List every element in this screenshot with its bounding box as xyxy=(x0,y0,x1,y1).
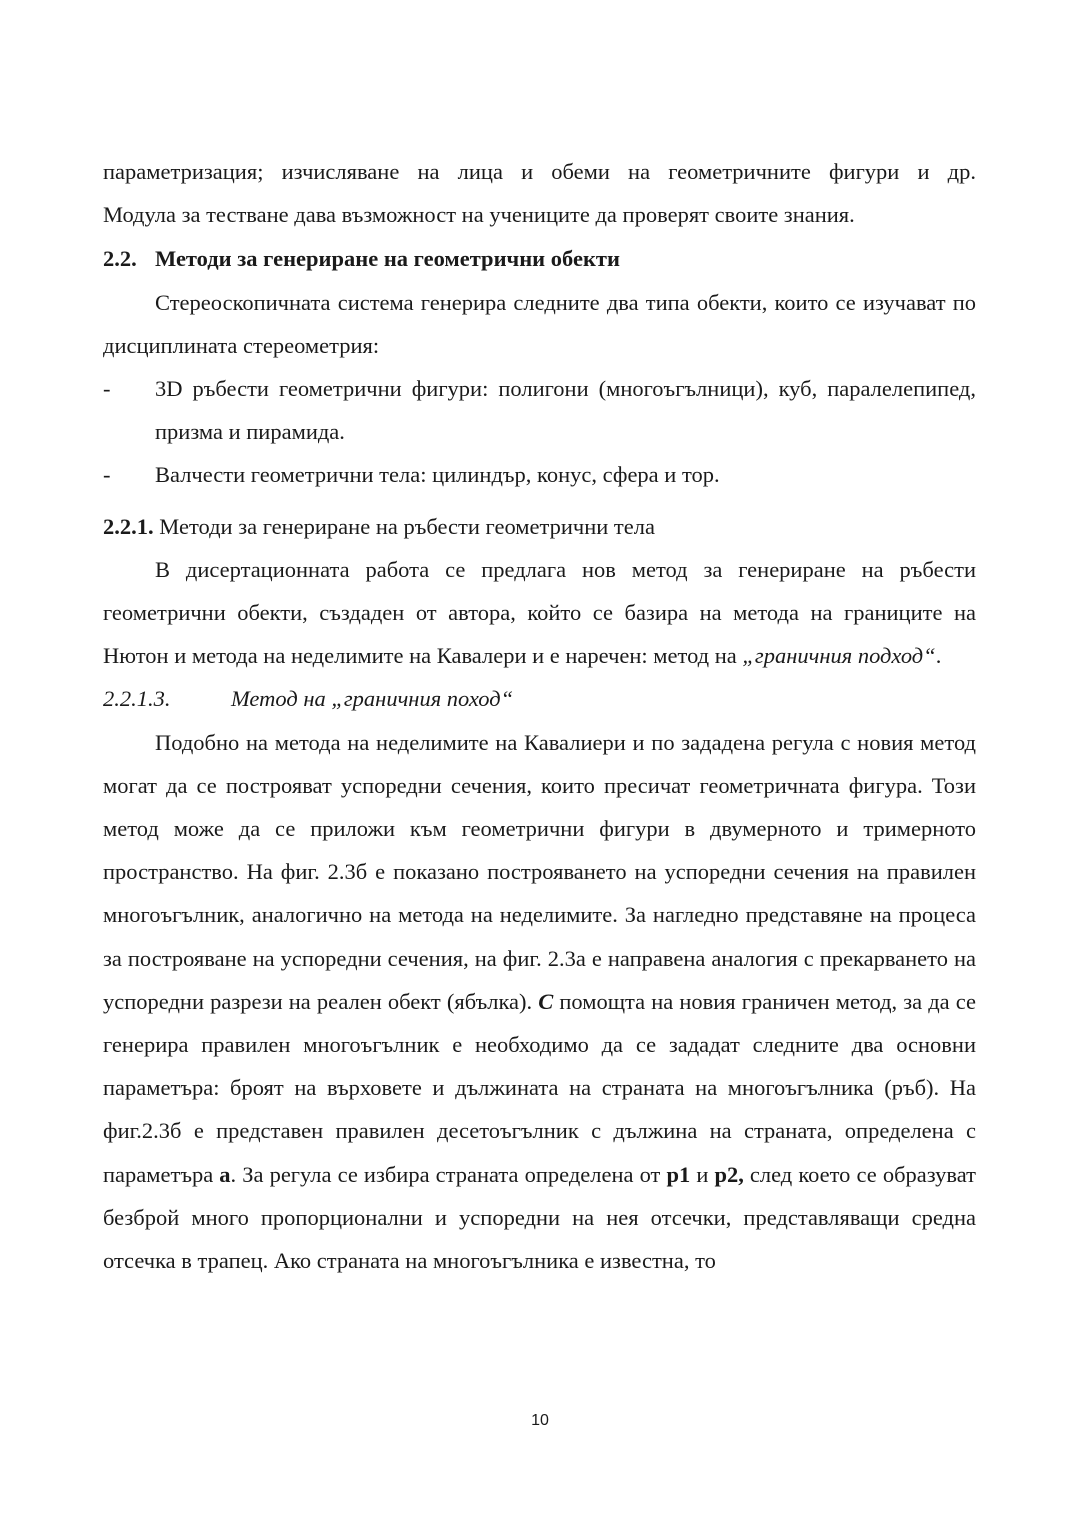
page-body xyxy=(103,150,976,1282)
subsubsection-title: Метод на „граничния поход“ xyxy=(231,686,514,712)
section-heading-2-2-1 xyxy=(103,505,976,548)
main-text-part-1: Подобно на метода на неделимите на Кавалиери и по зададена регула с новия метод могат да се построяват успоредни сечения, които пресичат геометричната фигура. Този метод може да се приложи към геометрични фигури в двумерното и тримерното пространство. На фиг. 2.3б е показано построяването на успоредни сечения на правилен многоъгълник, аналогично на метода на неделимите. За нагледно представяне на процеса за построяване на успоредни сечения, на фиг. 2.3а е направена аналогия с прекарването на успоредни разрези на реален обект (ябълка). xyxy=(103,729,976,1014)
section-2-2-paragraph: Стереоскопичната система генерира следните два типа обекти, които се изучават по дисциплината стереометрия: xyxy=(103,289,976,358)
main-text-part-2: помощта на новия граничен метод, за да се генерира правилен многоъгълник е необходимо да се зададат следните два основни параметъра: броят на върховете и дължината на страната на многоъгълника (ръб). На фиг.2.3б е представен правилен десетоъгълник с дължина на страната, определена с параметъра xyxy=(103,988,976,1187)
section-heading-2-2-1-3 xyxy=(103,677,976,720)
list-item-text: Валчести геометрични тела: цилиндър, конус, сфера и тор. xyxy=(155,462,720,488)
section-title: Методи за генериране на геометрични обекти xyxy=(155,246,620,272)
section-heading-2-2 xyxy=(103,237,976,280)
list-bullet: - xyxy=(103,376,111,402)
main-text-part-5: след което се образуват безброй много пропорционални и успоредни на нея отсечки, представляващи средна отсечка в трапец. Ако страната на многоъгълника е известна, то xyxy=(103,1161,976,1274)
param-a: a xyxy=(219,1161,231,1187)
main-text-part-3: . За регула се избира страната определена от xyxy=(230,1161,667,1187)
main-text-part-4: и xyxy=(690,1161,715,1187)
list-item-text: 3D ръбести геометрични фигури: полигони (многоъгълници), куб, паралелепипед, призма и пирамида. xyxy=(155,376,976,445)
italic-term: „граничния подход“ xyxy=(742,643,936,669)
paragraph-end: . xyxy=(935,643,942,669)
subsection-number: 2.2.1. xyxy=(103,513,154,539)
main-paragraph xyxy=(103,721,976,1283)
list-item xyxy=(103,453,976,496)
page-number: 10 xyxy=(531,1412,549,1429)
paragraph-text: В дисертационната работа се предлага нов метод за генериране на ръбести геометрични обекти, създаден от автора, който се базира на метода на границите на Нютон и метода на неделимите на Кавалери и е наречен: метод на xyxy=(103,556,976,669)
intro-line-1: параметризация; изчисляване на лица и обеми на геометричните фигури и др. xyxy=(103,159,976,184)
section-number: 2.2. xyxy=(103,246,137,272)
section-2-2-1-paragraph xyxy=(103,548,976,678)
subsubsection-number: 2.2.1.3. xyxy=(103,686,171,712)
bold-italic-letter: С xyxy=(538,988,554,1014)
subsection-title: Методи за генериране на ръбести геометрични тела xyxy=(159,513,655,539)
intro-line-2: Модула за тестване дава възможност на учениците да проверят своите знания. xyxy=(103,202,855,228)
list-bullet: - xyxy=(103,462,111,488)
param-p2: p2, xyxy=(714,1161,744,1187)
param-p1: p1 xyxy=(666,1161,691,1187)
list-item xyxy=(103,367,976,453)
intro-paragraph xyxy=(103,150,976,236)
